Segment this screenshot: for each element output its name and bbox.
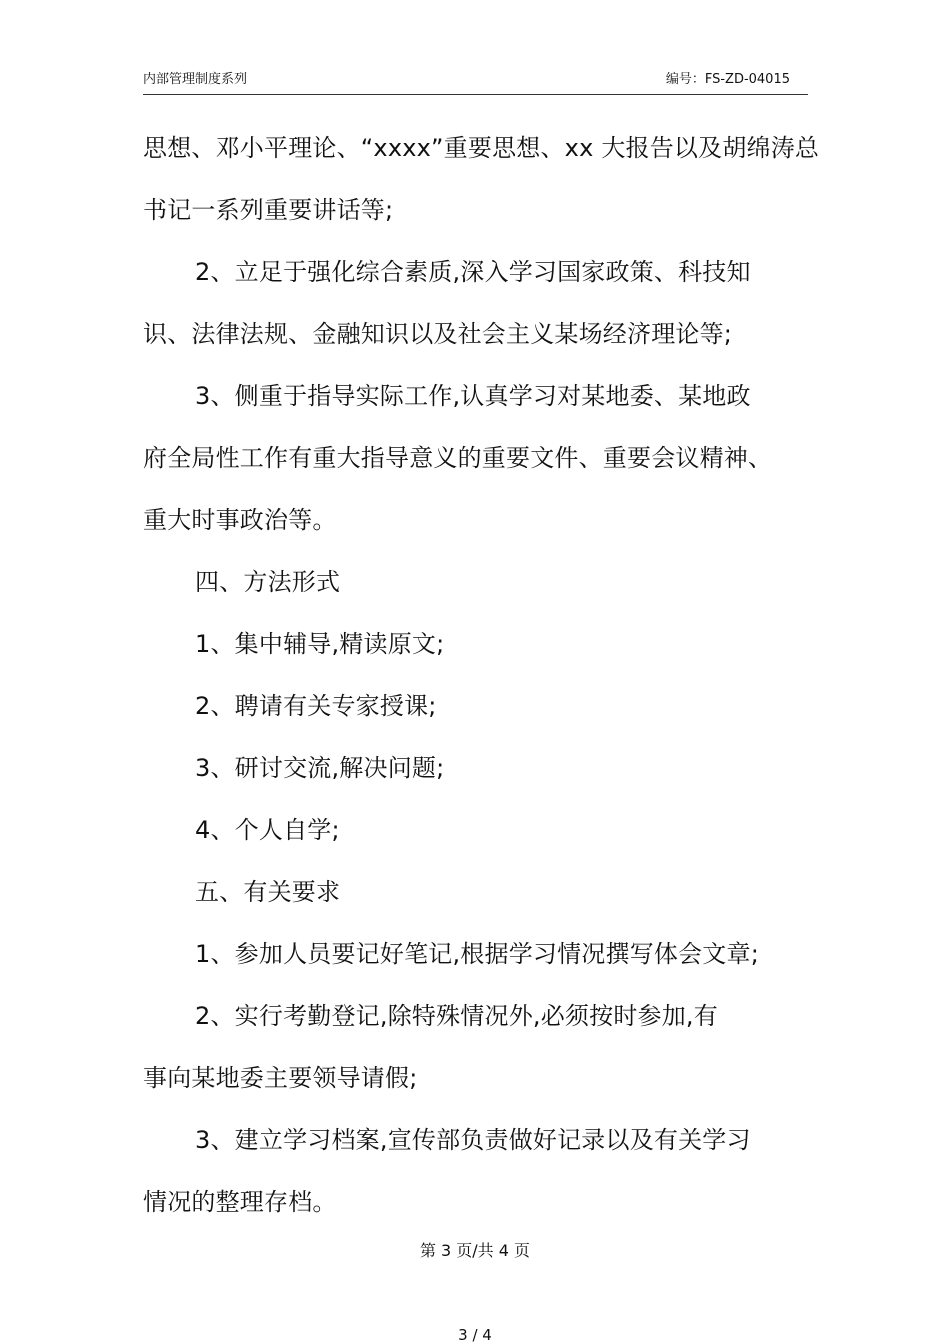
body-line: 3、侧重于指导实际工作,认真学习对某地委、某地政 bbox=[195, 382, 751, 410]
body-line: 3、建立学习档案,宣传部负责做好记录以及有关学习 bbox=[195, 1126, 751, 1154]
body-line: 情况的整理存档。 bbox=[143, 1188, 337, 1216]
header-doc-number: 编号：FS-ZD-04015 bbox=[665, 72, 790, 87]
body-line: 思想、邓小平理论、“xxxx”重要思想、xx 大报告以及胡绵涛总 bbox=[143, 134, 820, 162]
viewer-page-counter: 3 / 4 bbox=[458, 1326, 492, 1344]
body-line: 事向某地委主要领导请假; bbox=[143, 1064, 418, 1092]
body-line: 2、立足于强化综合素质,深入学习国家政策、科技知 bbox=[195, 258, 751, 286]
body-line: 1、参加人员要记好笔记,根据学习情况撰写体会文章; bbox=[195, 940, 759, 968]
body-line: 1、集中辅导,精读原文; bbox=[195, 630, 445, 658]
body-line: 重大时事政治等。 bbox=[143, 506, 337, 534]
page-footer: 第 3 页/共 4 页 bbox=[419, 1241, 531, 1260]
body-line: 识、法律法规、金融知识以及社会主义某场经济理论等; bbox=[143, 320, 733, 348]
body-line: 书记一系列重要讲话等; bbox=[143, 196, 394, 224]
body-line: 3、研讨交流,解决问题; bbox=[195, 754, 445, 782]
section-heading-requirements: 五、有关要求 bbox=[195, 878, 341, 906]
section-heading-methods: 四、方法形式 bbox=[195, 568, 341, 596]
body-line: 2、实行考勤登记,除特殊情况外,必须按时参加,有 bbox=[195, 1002, 718, 1030]
body-line: 4、个人自学; bbox=[195, 816, 340, 844]
body-line: 府全局性工作有重大指导意义的重要文件、重要会议精神、 bbox=[143, 444, 773, 472]
page-header bbox=[143, 70, 808, 95]
header-series-title: 内部管理制度系列 bbox=[143, 72, 248, 87]
document-body bbox=[143, 117, 823, 1233]
body-line: 2、聘请有关专家授课; bbox=[195, 692, 437, 720]
